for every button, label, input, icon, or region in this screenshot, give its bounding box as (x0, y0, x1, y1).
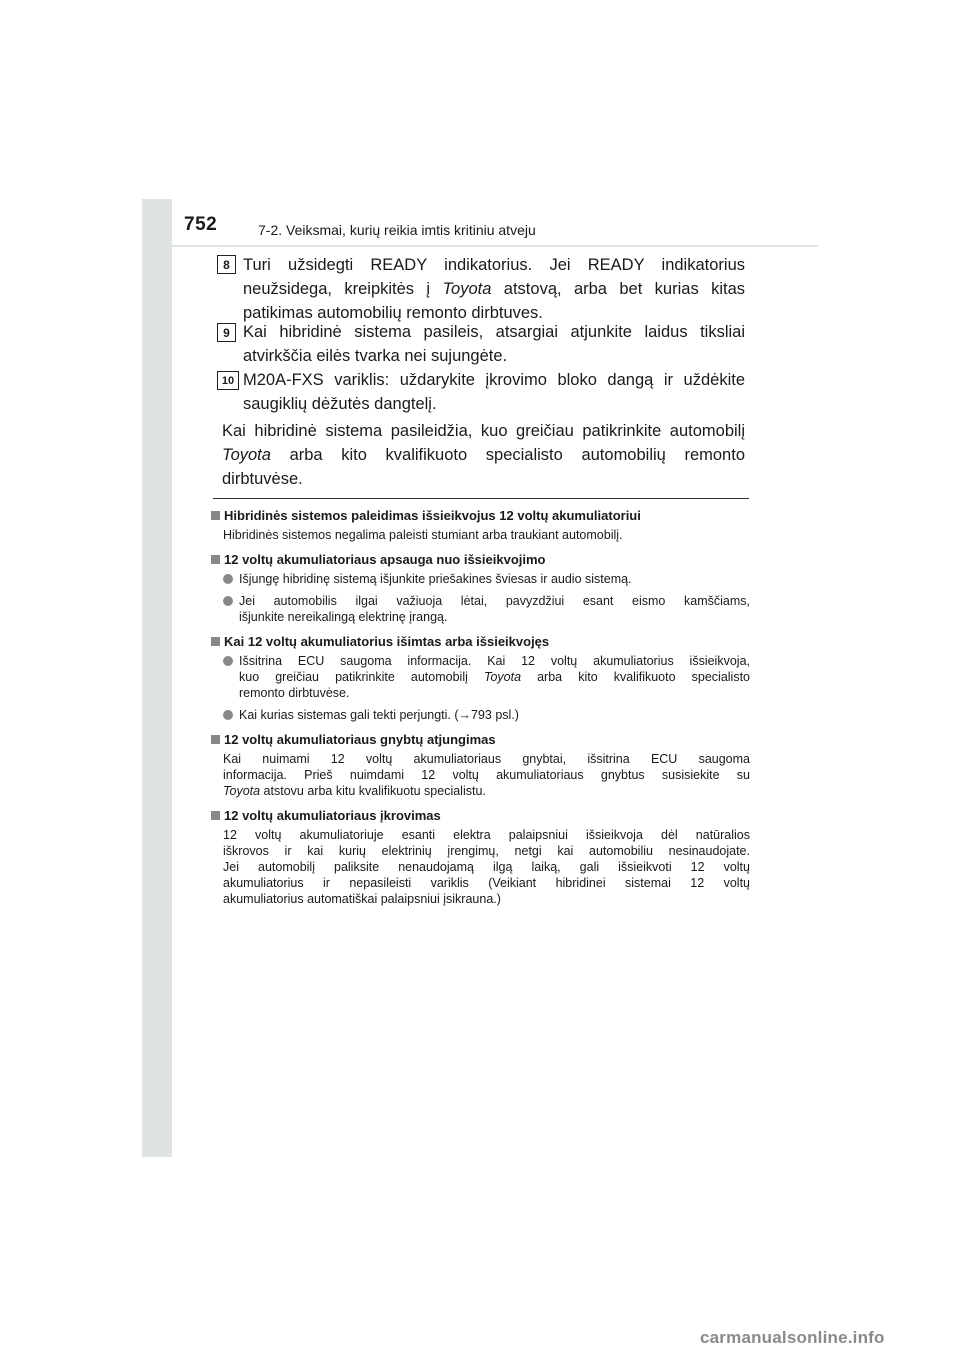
bullet-item: Jei automobilis ilgai važiuoja lėtai, pavyzdžiui esant eismo kamščiams, išjunkite nereikalingą elektrinę įrangą. (210, 593, 750, 625)
closing-paragraph (222, 419, 745, 491)
circle-bullet-icon (223, 710, 233, 720)
note-heading: 12 voltų akumuliatoriaus apsauga nuo išsieikvojimo (210, 552, 750, 568)
step-8-text (243, 253, 745, 325)
square-bullet-icon (211, 735, 220, 744)
brand-name: Toyota (442, 280, 492, 298)
section-divider (213, 498, 749, 499)
brand-name: Toyota (222, 446, 271, 464)
text-line: patikimas automobilių remonto dirbtuves. (243, 304, 543, 322)
step-9-text (243, 320, 745, 368)
bullet-item: Išsitrina ECU saugoma informacija. Kai 12 voltų akumuliatorius išsieikvoja, kuo greičiau patikrinkite automobilį Toyota arba kito kvalifikuoto specialisto remonto dirbtuvėse. (210, 653, 750, 701)
bullet-item: Išjungę hibridinę sistemą išjunkite priešakines šviesas ir audio sistemą. (210, 571, 750, 587)
note-heading: 12 voltų akumuliatoriaus gnybtų atjungimas (210, 732, 750, 748)
header-rule (172, 245, 818, 247)
text-line: Kai hibridinė sistema pasileis, atsargiai atjunkite laidus tiksliai (243, 323, 745, 341)
side-tab-bar (142, 199, 172, 1157)
section-title: 7-2. Veiksmai, kurių reikia imtis kritiniu atveju (258, 222, 536, 238)
note-body: Hibridinės sistemos negalima paleisti stumiant arba traukiant automobilį. (223, 528, 623, 542)
notes-section (210, 508, 750, 907)
step-badge-10: 10 (217, 371, 239, 390)
brand-name: Toyota (223, 784, 261, 798)
square-bullet-icon (211, 555, 220, 564)
page-reference-link[interactable]: 793 psl.) (471, 708, 519, 722)
page-number: 752 (184, 214, 218, 235)
text-line: atvirkščia eilės tvarka nei sujungėte. (243, 347, 508, 365)
note-heading: Kai 12 voltų akumuliatorius išimtas arba išsieikvojęs (210, 634, 750, 650)
note-heading: Hibridinės sistemos paleidimas išsieikvojus 12 voltų akumuliatoriui (210, 508, 750, 524)
circle-bullet-icon (223, 656, 233, 666)
step-badge-8: 8 (217, 255, 236, 274)
bullet-item: Kai kurias sistemas gali tekti perjungti. (→793 psl.) (210, 707, 750, 723)
step-badge-9: 9 (217, 323, 236, 342)
square-bullet-icon (211, 811, 220, 820)
step-10-text (243, 368, 745, 416)
text-line: Toyota arba kito kvalifikuoto specialisto automobilių remonto (222, 446, 745, 464)
text-line: dirbtuvėse. (222, 470, 303, 488)
square-bullet-icon (211, 637, 220, 646)
note-body: Kai nuimami 12 voltų akumuliatoriaus gnybtai, išsitrina ECU saugoma informacija. Prieš nuimdami 12 voltų akumuliatoriaus gnybtus susisiekite su Toyota atstovu arba kitu kvalifikuotu specialistu. (223, 752, 750, 798)
text-line: saugiklių dėžutės dangtelį. (243, 395, 437, 413)
square-bullet-icon (211, 511, 220, 520)
text-line: Turi užsidegti READY indikatorius. Jei READY indikatorius (243, 256, 745, 274)
text-line: Kai hibridinė sistema pasileidžia, kuo greičiau patikrinkite automobilį (222, 422, 745, 440)
text-line: neužsidega, kreipkitės į Toyota atstovą, arba bet kurias kitas (243, 280, 745, 298)
note-heading: 12 voltų akumuliatoriaus įkrovimas (210, 808, 750, 824)
brand-name: Toyota (483, 670, 522, 684)
text-line: M20A-FXS variklis: uždarykite įkrovimo bloko dangą ir uždėkite (243, 371, 745, 389)
watermark: carmanualsonline.info (700, 1328, 885, 1347)
circle-bullet-icon (223, 574, 233, 584)
arrow-icon: → (458, 708, 472, 722)
note-body: 12 voltų akumuliatoriuje esanti elektra palaipsniui išsieikvoja dėl natūralios iškrovos ir kai kurių elektrinių įrengimų, netgi kai automobiliu nesinaudojate. Jei automobilį paliksite nenaudojamą ilgą laiką, gali išsieikvoti 12 voltų akumuliatorius ir nepasileisti variklis (Veikiant hibridinei sistemai 12 voltų akumuliatorius automatiškai palaipsniui įsikrauna.) (223, 828, 750, 906)
circle-bullet-icon (223, 596, 233, 606)
